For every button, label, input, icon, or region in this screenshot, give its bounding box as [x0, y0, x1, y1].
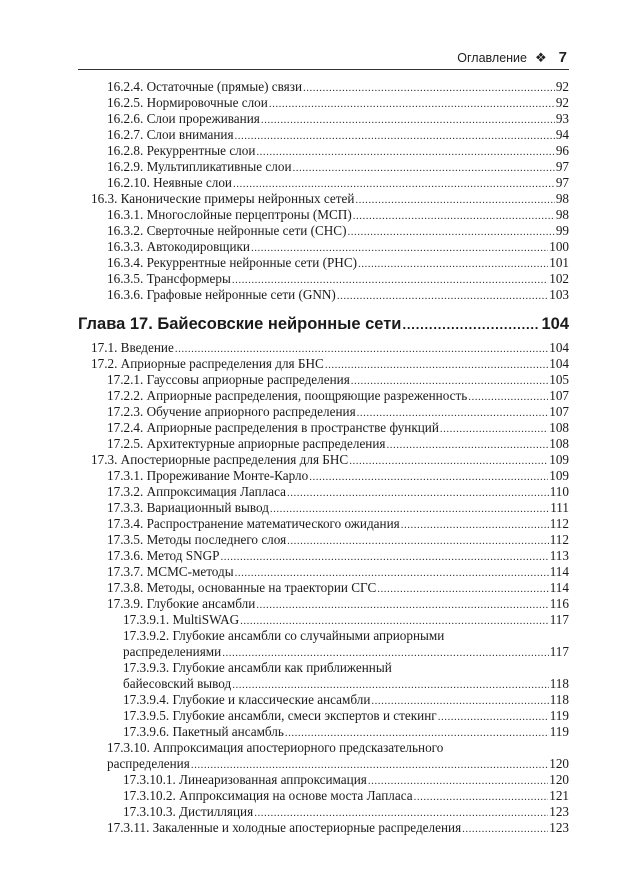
toc-leader — [222, 645, 548, 661]
toc-entry-page: 121 — [549, 788, 569, 803]
toc-entry-17-2-5[interactable] — [107, 436, 569, 452]
toc-entry-title: 16.2.5. Нормировочные слои — [107, 95, 268, 110]
toc-leader — [325, 357, 548, 373]
toc-entry-17-3-3[interactable] — [107, 500, 569, 516]
toc-entry-16-3[interactable] — [91, 191, 569, 207]
toc-entry-page: 103 — [549, 287, 569, 302]
toc-leader — [232, 677, 548, 693]
toc-entry-page: 120 — [549, 772, 569, 787]
toc-entry-17-2[interactable] — [91, 356, 569, 372]
toc-entry-title: 17.2.2. Априорные распределения, поощряющие разреженность — [107, 388, 468, 403]
toc-entry-16-2-6[interactable] — [107, 111, 569, 127]
toc-entry-title: 17.2. Априорные распределения для БНС — [91, 356, 324, 371]
toc-leader — [270, 501, 549, 517]
toc-entry-page: 92 — [555, 79, 569, 94]
toc-entry-title: 16.2.10. Неявные слои — [107, 175, 232, 190]
toc-entry-17-3-4[interactable] — [107, 516, 569, 532]
toc-entry-page: 98 — [555, 207, 569, 222]
toc-leader — [358, 256, 548, 272]
toc-entry-page: 114 — [549, 580, 569, 595]
toc-entry-17-3-9-2[interactable] — [123, 644, 569, 660]
toc-leader — [309, 469, 548, 485]
toc-entry-title: Глава 17. Байесовские нейронные сети — [78, 315, 402, 333]
toc-entry-title: 17.3.6. Метод SNGP — [107, 548, 220, 563]
toc-leader — [285, 725, 549, 741]
toc-entry-16-3-5[interactable] — [107, 271, 569, 287]
toc-entry-page: 107 — [549, 404, 569, 419]
toc-entry-page: 108 — [549, 436, 569, 451]
toc-entry-title: 16.3.1. Многослойные перцептроны (МСП) — [107, 207, 352, 222]
toc-entry-title: 17.3.9.1. MultiSWAG — [123, 612, 240, 627]
toc-leader — [233, 176, 555, 192]
toc-entry-title: 17.2.1. Гауссовы априорные распределения — [107, 372, 350, 387]
toc-entry-17-3-9-3[interactable] — [123, 676, 569, 692]
toc-entry-17-3-6[interactable] — [107, 548, 569, 564]
toc-entry-title: 16.3.3. Автокодировщики — [107, 239, 250, 254]
toc-entry-title: 17.3.11. Закаленные и холодные апостериорные распределения — [107, 820, 462, 835]
toc-entry-17-3-1[interactable] — [107, 468, 569, 484]
toc-entry-title: 17.2.5. Архитектурные априорные распределения — [107, 436, 386, 451]
toc-leader — [256, 144, 554, 160]
toc-entry-17-3-9-3-line1[interactable]: 17.3.9.3. Глубокие ансамбли как приближенный — [123, 660, 392, 675]
toc-entry-16-3-3[interactable] — [107, 239, 569, 255]
toc-entry-title: 17.1. Введение — [91, 340, 174, 355]
toc-entry-title: 17.3.3. Вариационный вывод — [107, 500, 269, 515]
toc-entry-17-3[interactable] — [91, 452, 569, 468]
toc-entry-16-2-8[interactable] — [107, 143, 569, 159]
toc-entry-title: распределениями — [123, 644, 222, 659]
toc-entry-title: 16.3.5. Трансформеры — [107, 271, 231, 286]
toc-entry-17-2-4[interactable] — [107, 420, 569, 436]
toc-entry-page: 123 — [549, 820, 569, 835]
ornament-icon: ❖ — [535, 49, 547, 65]
toc-entry-page: 110 — [549, 484, 569, 499]
toc-entry-page: 107 — [549, 388, 569, 403]
toc-entry-title: 17.3.10.3. Дистилляция — [123, 804, 254, 819]
toc-entry-title: 16.2.9. Мультипликативные слои — [107, 159, 292, 174]
toc-entry-page: 120 — [549, 756, 569, 771]
toc-leader — [256, 597, 548, 613]
toc-leader — [414, 789, 549, 805]
toc-entry-page: 97 — [555, 175, 569, 190]
toc-leader — [462, 821, 548, 837]
toc-chapter-17[interactable] — [78, 314, 569, 334]
toc-entry-title: 17.3.1. Прореживание Монте-Карло — [107, 468, 309, 483]
toc-entry-page: 102 — [549, 271, 569, 286]
toc-entry-17-3-2[interactable] — [107, 484, 569, 500]
toc-leader — [251, 240, 548, 256]
toc-entry-title: 17.3.9.6. Пакетный ансамбль — [123, 724, 284, 739]
toc-entry-17-3-9[interactable] — [107, 596, 569, 612]
toc-leader — [337, 288, 548, 304]
toc-entry-title: распределения — [107, 756, 190, 771]
toc-entry-title: 16.3.2. Сверточные нейронные сети (СНС) — [107, 223, 347, 238]
toc-entry-page: 93 — [555, 111, 569, 126]
toc-entry-page: 117 — [549, 612, 569, 627]
toc-entry-17-3-8[interactable] — [107, 580, 569, 596]
toc-entry-title: 17.3.10.1. Линеаризованная аппроксимация — [123, 772, 367, 787]
toc-leader — [191, 757, 548, 773]
toc-entry-page: 97 — [555, 159, 569, 174]
toc-leader — [235, 128, 555, 144]
toc-leader — [175, 341, 548, 357]
toc-entry-page: 105 — [549, 372, 569, 387]
toc-entry-16-3-6[interactable] — [107, 287, 569, 303]
toc-leader — [402, 315, 540, 335]
toc-entry-title: 17.2.3. Обучение априорного распределения — [107, 404, 356, 419]
toc-entry-title: 17.3.7. MCMC-методы — [107, 564, 234, 579]
toc-entry-page: 112 — [549, 532, 569, 547]
running-header — [457, 49, 567, 66]
toc-entry-page: 108 — [549, 420, 569, 435]
toc-entry-page: 104 — [541, 315, 569, 333]
toc-entry-17-3-9-2-line1[interactable]: 17.3.9.2. Глубокие ансамбли со случайными априорными — [123, 628, 445, 643]
toc-entry-page: 118 — [549, 676, 569, 691]
toc-entry-title: 16.3. Канонические примеры нейронных сетей — [91, 191, 355, 206]
toc-entry-page: 100 — [549, 239, 569, 254]
toc-entry-16-3-4[interactable] — [107, 255, 569, 271]
toc-entry-17-3-10-3[interactable] — [123, 804, 569, 820]
toc-entry-16-3-2[interactable] — [107, 223, 569, 239]
toc-entry-title: 16.2.7. Слои внимания — [107, 127, 234, 142]
toc-leader — [386, 437, 548, 453]
toc-entry-title: 17.3.9.5. Глубокие ансамбли, смеси экспертов и стекинг — [123, 708, 437, 723]
toc-entry-title: 16.2.6. Слои прореживания — [107, 111, 260, 126]
toc-leader — [348, 224, 555, 240]
toc-entry-title: 16.2.8. Рекуррентные слои — [107, 143, 256, 158]
toc-entry-page: 104 — [549, 340, 569, 355]
header-rule — [78, 69, 569, 70]
toc-entry-17-3-11[interactable] — [107, 820, 569, 836]
toc-entry-16-2-7[interactable] — [107, 127, 569, 143]
toc-leader — [303, 80, 555, 96]
toc-entry-title: 17.3.9. Глубокие ансамбли — [107, 596, 256, 611]
toc-entry-page: 118 — [549, 692, 569, 707]
toc-entry-title: 17.3.10.2. Аппроксимация на основе моста Лапласа — [123, 788, 413, 803]
toc-entry-title: 17.3.5. Методы последнего слоя — [107, 532, 287, 547]
toc-entry-17-3-9-1[interactable] — [123, 612, 569, 628]
page-number: 7 — [558, 49, 567, 66]
toc-entry-16-2-10[interactable] — [107, 175, 569, 191]
toc-entry-17-3-10-2[interactable] — [123, 788, 569, 804]
toc-entry-17-2-3[interactable] — [107, 404, 569, 420]
toc-entry-page: 119 — [549, 708, 569, 723]
toc-entry-17-3-9-6[interactable] — [123, 724, 569, 740]
toc-entry-page: 123 — [549, 804, 569, 819]
toc-entry-page: 96 — [555, 143, 569, 158]
toc-leader — [240, 613, 549, 629]
toc-entry-page: 114 — [549, 564, 569, 579]
toc-entry-page: 111 — [550, 500, 569, 515]
toc-leader — [401, 517, 549, 533]
toc-entry-title: 17.3.4. Распространение математического ожидания — [107, 516, 400, 531]
toc-leader — [349, 453, 548, 469]
toc-entry-16-3-1[interactable] — [107, 207, 569, 223]
toc-entry-page: 109 — [549, 452, 569, 467]
toc-entry-17-3-10-1[interactable] — [123, 772, 569, 788]
toc-leader — [355, 192, 554, 208]
toc-leader — [232, 272, 548, 288]
toc-leader — [468, 389, 548, 405]
toc-entry-16-2-9[interactable] — [107, 159, 569, 175]
toc-leader — [368, 773, 548, 789]
toc-entry-17-1[interactable] — [91, 340, 569, 356]
toc-entry-title: 16.3.6. Графовые нейронные сети (GNN) — [107, 287, 336, 302]
toc-leader — [261, 112, 555, 128]
toc-leader — [235, 565, 549, 581]
toc-entry-17-3-5[interactable] — [107, 532, 569, 548]
toc-entry-page: 98 — [555, 191, 569, 206]
toc-entry-title: 16.2.4. Остаточные (прямые) связи — [107, 79, 303, 94]
toc-entry-page: 119 — [549, 724, 569, 739]
toc-entry-17-3-10-line1[interactable]: 17.3.10. Аппроксимация апостериорного предсказательного — [107, 740, 444, 755]
toc-entry-16-2-5[interactable] — [107, 95, 569, 111]
toc-leader — [371, 693, 548, 709]
toc-leader — [353, 208, 555, 224]
toc-entry-page: 112 — [549, 516, 569, 531]
running-header-title: Оглавление — [457, 50, 527, 65]
toc-entry-page: 113 — [549, 548, 569, 563]
toc-leader — [440, 421, 548, 437]
toc-leader — [221, 549, 549, 565]
toc-entry-17-3-9-5[interactable] — [123, 708, 569, 724]
toc-entry-title: 17.3.2. Аппроксимация Лапласа — [107, 484, 286, 499]
toc-leader — [287, 533, 549, 549]
toc-entry-page: 92 — [555, 95, 569, 110]
toc-entry-title: 17.3.9.4. Глубокие и классические ансамбли — [123, 692, 371, 707]
toc-leader — [438, 709, 549, 725]
toc-entry-page: 116 — [549, 596, 569, 611]
toc-leader — [357, 405, 549, 421]
toc-entry-title: байесовский вывод — [123, 676, 232, 691]
toc-entry-page: 94 — [555, 127, 569, 142]
toc-entry-title: 17.3. Апостериорные распределения для БНС — [91, 452, 349, 467]
toc-entry-17-3-7[interactable] — [107, 564, 569, 580]
toc-entry-title: 17.2.4. Априорные распределения в пространстве функций — [107, 420, 439, 435]
toc-entry-page: 104 — [549, 356, 569, 371]
toc-leader — [287, 485, 549, 501]
toc-leader — [269, 96, 555, 112]
toc-entry-page: 99 — [555, 223, 569, 238]
toc-leader — [293, 160, 555, 176]
toc-entry-17-2-1[interactable] — [107, 372, 569, 388]
toc-entry-17-3-9-4[interactable] — [123, 692, 569, 708]
toc-entry-17-2-2[interactable] — [107, 388, 569, 404]
toc-leader — [254, 805, 548, 821]
toc-entry-17-3-10[interactable] — [107, 756, 569, 772]
toc-entry-title: 17.3.8. Методы, основанные на траектории СГС — [107, 580, 377, 595]
toc-entry-16-2-4[interactable] — [107, 79, 569, 95]
toc-entry-page: 117 — [549, 644, 569, 659]
toc-leader — [351, 373, 548, 389]
toc-entry-title: 16.3.4. Рекуррентные нейронные сети (РНС) — [107, 255, 358, 270]
toc-entry-page: 101 — [549, 255, 569, 270]
toc-entry-page: 109 — [549, 468, 569, 483]
toc-leader — [377, 581, 548, 597]
